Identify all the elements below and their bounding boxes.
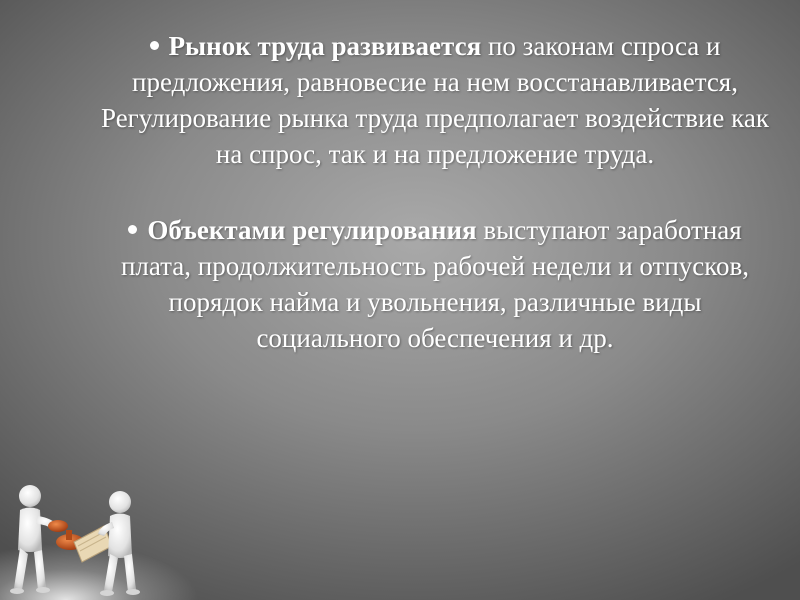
bullet-dot-icon: [128, 225, 137, 234]
bullet-bold-text: Рынок труда развивается: [168, 31, 482, 61]
bullet-text: выступают заработная плата, продолжительность рабочей недели и отпусков, порядок найма и увольнения, различные виды социального обеспечения и др.: [120, 215, 750, 353]
bullet-item-regulation-objects: [95, 212, 775, 356]
bullet-text: по законам спроса и предложения, равновесие на нем восстанавливается, Регулирование рынка труда предполагает воздействие как на спрос, так и на предложение труда.: [101, 31, 769, 169]
bullet-dot-icon: [150, 41, 159, 50]
left-figure: [10, 485, 58, 594]
slide-content: [95, 28, 775, 356]
bullet-bold-text: Объектами регулирования: [147, 215, 477, 245]
figures-stamping-document-icon: [0, 470, 200, 600]
bullet-item-labor-market: [95, 28, 775, 172]
